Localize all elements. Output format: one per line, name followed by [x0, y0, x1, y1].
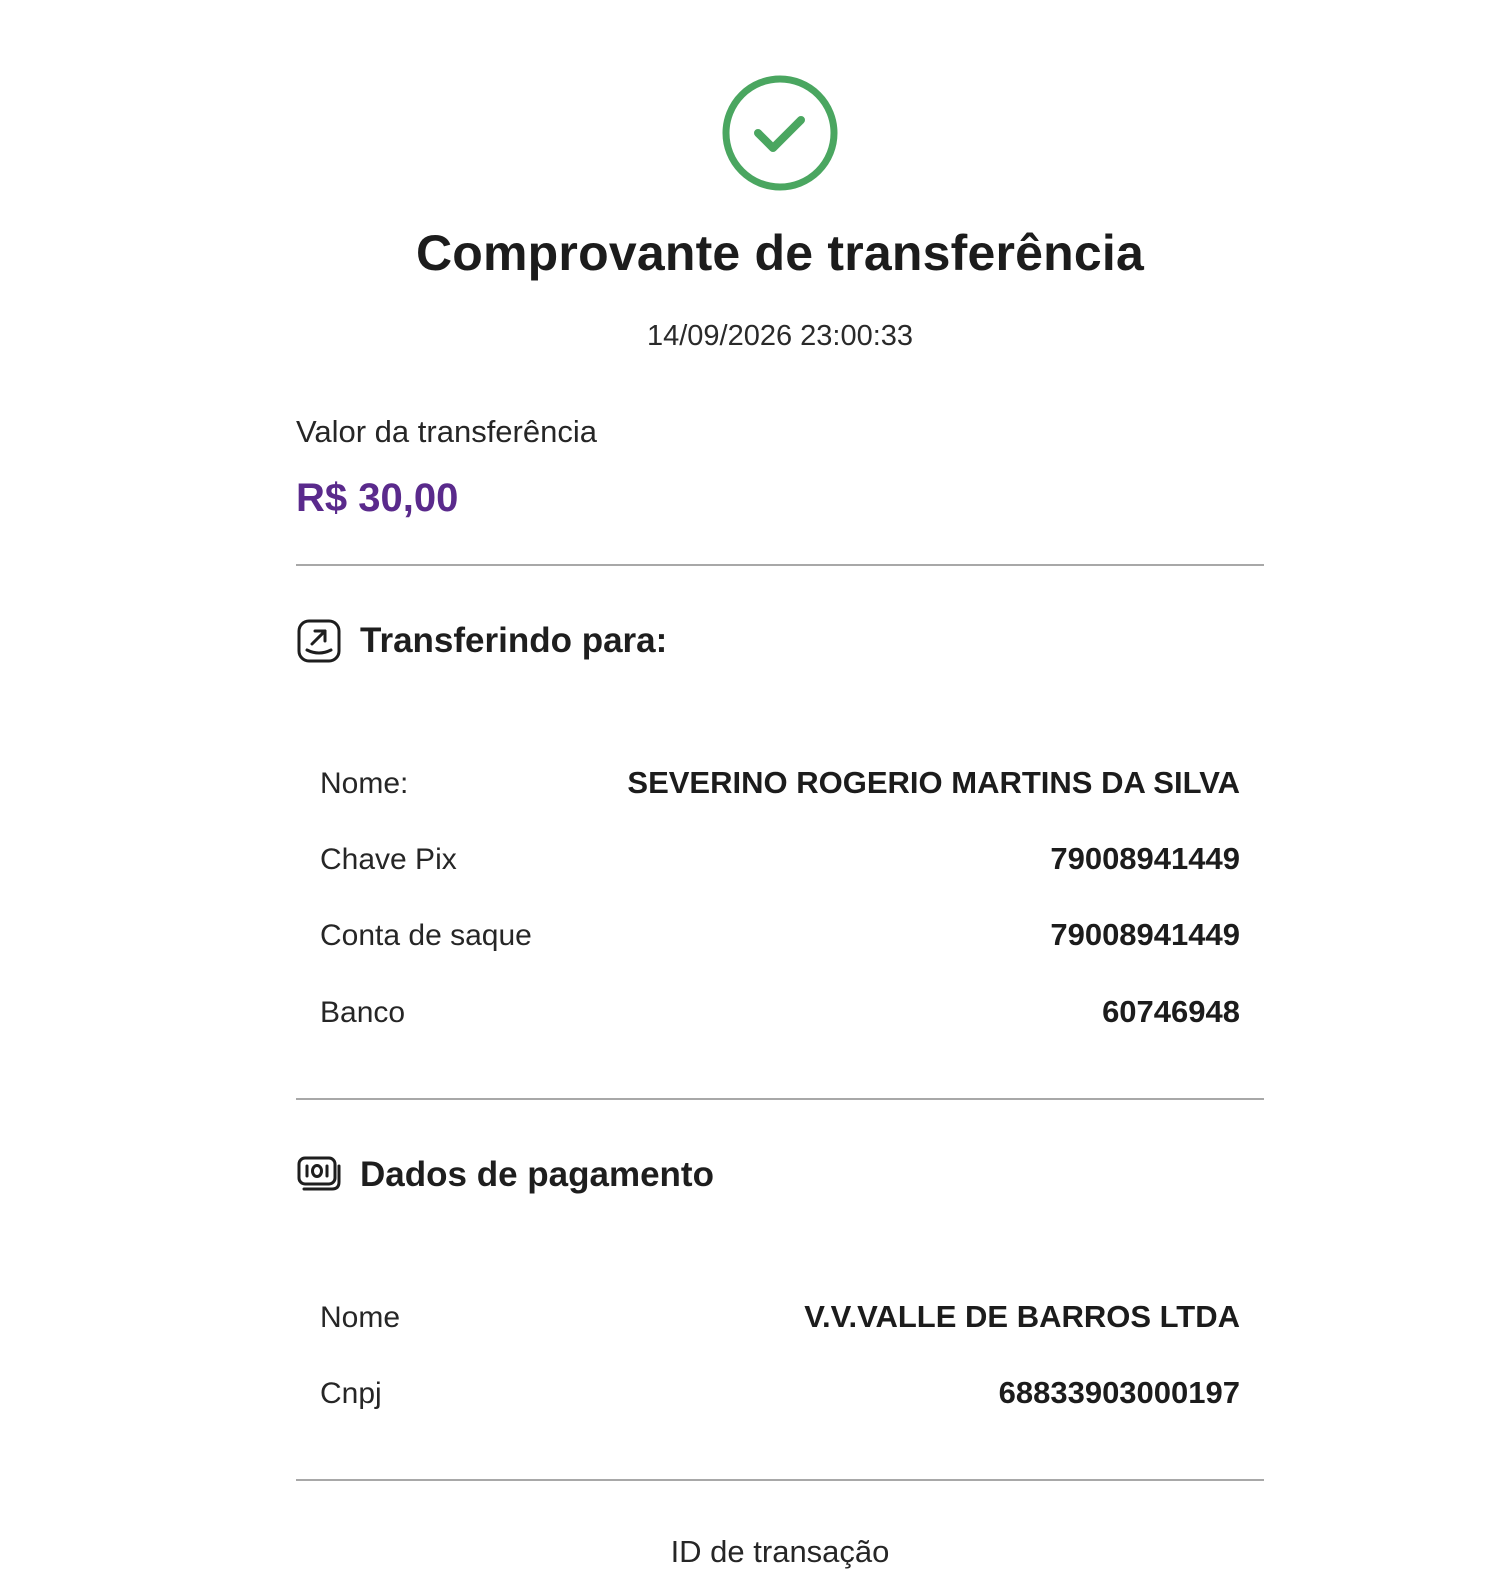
transfer-datetime: 14/09/2026 23:00:33: [646, 320, 914, 352]
amount-value: R$ 30,00: [296, 476, 459, 520]
divider: [296, 564, 1264, 566]
page-title: Comprovante de transferência: [415, 225, 1145, 281]
recipient-section-header: [296, 617, 667, 665]
check-circle-icon: [722, 75, 838, 191]
amount-label: Valor da transferência: [296, 414, 597, 449]
row-label: Cnpj: [320, 1377, 382, 1410]
cnpj-row: [320, 1375, 1240, 1411]
row-value: 79008941449: [1050, 841, 1240, 876]
row-label: Conta de saque: [320, 919, 532, 952]
row-value: V.V.VALLE DE BARROS LTDA: [804, 1299, 1240, 1334]
payment-section-header: [296, 1151, 714, 1199]
row-label: Banco: [320, 996, 406, 1029]
money-bills-icon: [296, 1152, 342, 1198]
divider: [296, 1098, 1264, 1100]
withdrawal-account-row: [320, 917, 1240, 953]
payment-section-title: Dados de pagamento: [360, 1155, 714, 1194]
row-value: 68833903000197: [998, 1375, 1240, 1410]
row-value: SEVERINO ROGERIO MARTINS DA SILVA: [627, 765, 1240, 800]
row-label: Nome: [320, 1301, 401, 1334]
row-value: 60746948: [1102, 994, 1240, 1029]
recipient-name-row: [320, 765, 1240, 801]
row-value: 79008941449: [1050, 917, 1240, 952]
outgoing-transfer-icon: [296, 618, 342, 664]
bank-row: [320, 994, 1240, 1030]
row-label: Chave Pix: [320, 843, 457, 876]
recipient-section-title: Transferindo para:: [360, 621, 668, 660]
transaction-id-label: ID de transação: [670, 1534, 890, 1569]
divider: [296, 1479, 1264, 1481]
row-label: Nome:: [320, 767, 409, 800]
pix-key-row: [320, 841, 1240, 877]
payer-name-row: [320, 1299, 1240, 1335]
